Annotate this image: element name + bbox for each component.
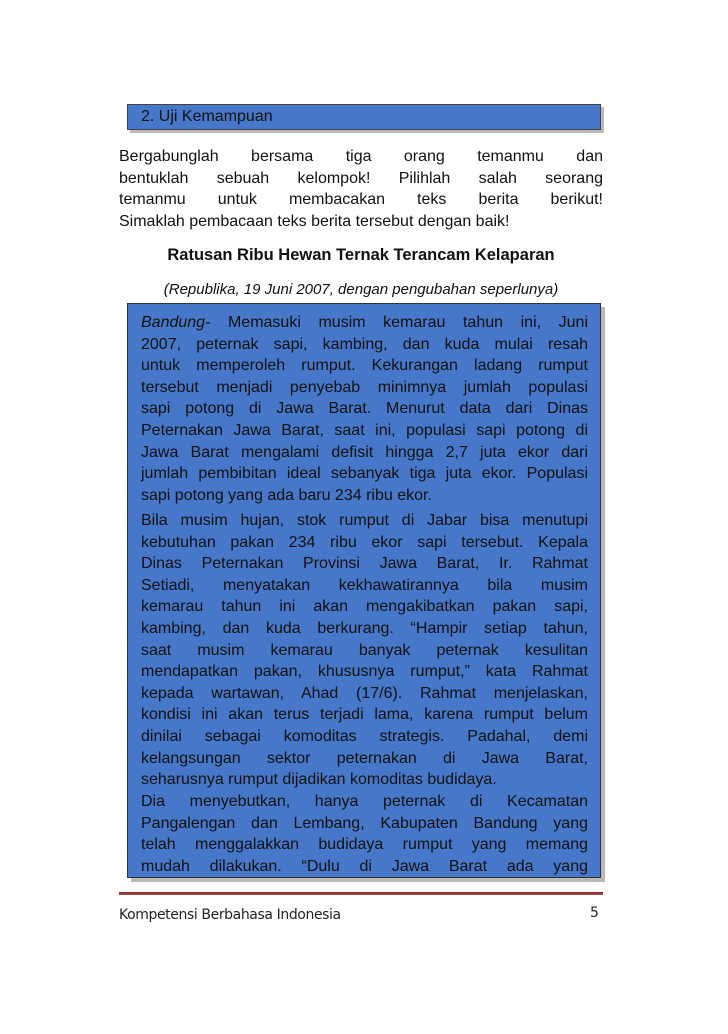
article-line: telah menggalakkan budidaya rumput yang memang — [141, 836, 588, 854]
article-paragraph-2 — [141, 510, 588, 791]
article-paragraph-3 — [141, 791, 588, 877]
article-line: kambing, dan kuda berkurang. “Hampir setiap tahun, — [141, 619, 588, 637]
article-source: (Republika, 19 Juni 2007, dengan pengubahan seperlunya) — [163, 281, 559, 298]
article-line: kemarau tahun ini akan mengakibatkan pakan sapi, — [141, 598, 588, 616]
article-line: kondisi ini akan terus terjadi lama, karena rumput belum — [141, 706, 588, 724]
article-line: saat musim kemarau banyak peternak kesulitan — [141, 641, 588, 659]
article-line: mudah dilakukan. “Dulu di Jawa Barat ada yang — [141, 857, 588, 875]
article-line: Dinas Peternakan Provinsi Jawa Barat, Ir. Rahmat — [141, 555, 588, 573]
article-line: kepada wartawan, Ahad (17/6). Rahmat menjelaskan, — [141, 684, 588, 702]
article-line: kebutuhan pakan 234 ribu ekor sapi tersebut. Kepala — [141, 533, 588, 551]
article-line: Pangalengan dan Lembang, Kabupaten Bandung yang — [141, 814, 588, 832]
article-line: tersebut menjadi penyebab minimnya jumlah populasi — [141, 378, 588, 396]
article-line: mendapatkan pakan, khususnya rumput,” kata Rahmat — [141, 663, 588, 681]
article-line: kelangsungan sektor peternakan di Jawa Barat, — [141, 749, 588, 767]
article-line: Setiadi, menyatakan kekhawatirannya bila musim — [141, 576, 588, 594]
article-line: 2007, peternak sapi, kambing, dan kuda mulai resah — [141, 335, 588, 353]
article-line: seharusnya rumput dijadikan komoditas budidaya. — [141, 771, 497, 789]
article-line: Bila musim hujan, stok rumput di Jabar bisa menutupi — [141, 512, 588, 529]
article-title: Ratusan Ribu Hewan Ternak Terancam Kelaparan — [167, 246, 555, 264]
article-line: sapi potong yang ada baru 234 ribu ekor. — [141, 486, 432, 504]
instruction-line: bentuklah sebuah kelompok! Pilihlah salah seorang — [119, 169, 603, 187]
section-heading: 2. Uji Kemampuan — [127, 104, 601, 130]
article-line: Peternakan Jawa Barat, saat ini, populasi sapi potong di — [141, 421, 588, 439]
article-line: dinilai sebagai komoditas strategis. Padahal, demi — [141, 727, 588, 745]
footer-book-title: Kompetensi Berbahasa Indonesia — [119, 907, 341, 923]
instruction-line: Simaklah pembacaan teks berita tersebut dengan baik! — [119, 212, 510, 230]
instruction-line: temanmu untuk membacakan teks berita berikut! — [119, 191, 603, 208]
article-line: sapi potong di Jawa Barat. Menurut data dari Dinas — [141, 400, 588, 418]
page-number: 5 — [590, 905, 599, 921]
article-line: Bandung- Memasuki musim kemarau tahun ini, Juni — [141, 314, 588, 331]
article-line: Jawa Barat mengalami defisit hingga 2,7 juta ekor dari — [141, 443, 588, 461]
article-line: jumlah pembibitan ideal sebanyak tiga juta ekor. Populasi — [141, 465, 588, 483]
article-line: Dia menyebutkan, hanya peternak di Kecamatan — [141, 793, 588, 810]
article-box — [127, 303, 601, 878]
article-line: untuk memperoleh rumput. Kekurangan ladang rumput — [141, 357, 588, 375]
instruction-line: Bergabunglah bersama tiga orang temanmu dan — [119, 148, 603, 165]
article-paragraph-1 — [141, 312, 588, 506]
instructions — [119, 146, 603, 232]
dateline-place: Bandung- — [141, 314, 211, 331]
footer-divider — [119, 892, 603, 895]
